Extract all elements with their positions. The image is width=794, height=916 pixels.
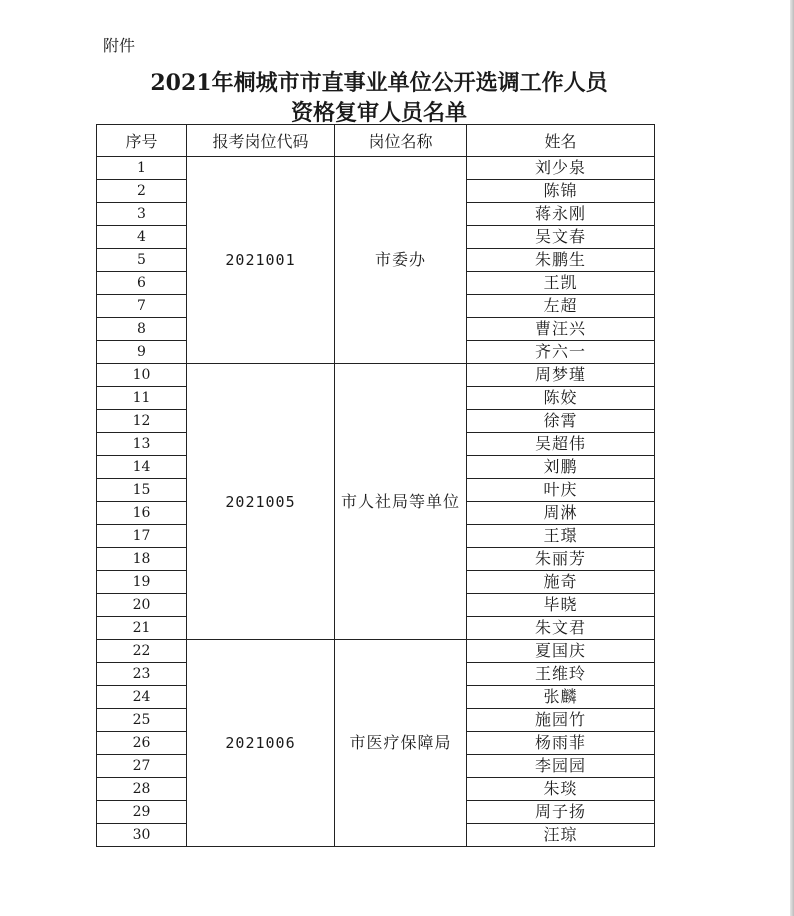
person-name-cell: 朱琰	[467, 778, 655, 801]
roster-body	[97, 157, 655, 847]
seq-cell: 23	[97, 663, 187, 686]
person-name-cell: 王凯	[467, 272, 655, 295]
person-name-cell: 王璟	[467, 525, 655, 548]
attachment-label: 附件	[103, 36, 136, 55]
person-name-cell: 陈姣	[467, 387, 655, 410]
table-header-row	[97, 125, 655, 157]
person-name-cell: 徐霄	[467, 410, 655, 433]
person-name-cell: 汪琼	[467, 824, 655, 847]
post-name-cell: 市委办	[335, 157, 467, 364]
seq-cell: 25	[97, 709, 187, 732]
person-name-cell: 周梦瑾	[467, 364, 655, 387]
seq-cell: 16	[97, 502, 187, 525]
header-person-name: 姓名	[467, 125, 655, 157]
person-name-cell: 施园竹	[467, 709, 655, 732]
roster-table	[96, 124, 655, 847]
person-name-cell: 王维玲	[467, 663, 655, 686]
person-name-cell: 周子扬	[467, 801, 655, 824]
person-name-cell: 陈锦	[467, 180, 655, 203]
seq-cell: 12	[97, 410, 187, 433]
post-code-cell: 2021001	[187, 157, 335, 364]
person-name-cell: 刘少泉	[467, 157, 655, 180]
person-name-cell: 蒋永刚	[467, 203, 655, 226]
document-title-line1: 2021年桐城市市直事业单位公开选调工作人员	[150, 70, 608, 96]
seq-cell: 19	[97, 571, 187, 594]
person-name-cell: 毕晓	[467, 594, 655, 617]
seq-cell: 3	[97, 203, 187, 226]
person-name-cell: 吴文春	[467, 226, 655, 249]
person-name-cell: 周淋	[467, 502, 655, 525]
person-name-cell: 刘鹏	[467, 456, 655, 479]
person-name-cell: 施奇	[467, 571, 655, 594]
seq-cell: 5	[97, 249, 187, 272]
seq-cell: 4	[97, 226, 187, 249]
person-name-cell: 朱丽芳	[467, 548, 655, 571]
seq-cell: 8	[97, 318, 187, 341]
person-name-cell: 叶庆	[467, 479, 655, 502]
header-post-code: 报考岗位代码	[187, 125, 335, 157]
header-post-name: 岗位名称	[335, 125, 467, 157]
seq-cell: 18	[97, 548, 187, 571]
person-name-cell: 夏国庆	[467, 640, 655, 663]
seq-cell: 6	[97, 272, 187, 295]
person-name-cell: 张麟	[467, 686, 655, 709]
person-name-cell: 朱鹏生	[467, 249, 655, 272]
seq-cell: 10	[97, 364, 187, 387]
seq-cell: 28	[97, 778, 187, 801]
person-name-cell: 曹汪兴	[467, 318, 655, 341]
seq-cell: 26	[97, 732, 187, 755]
table-row	[97, 157, 655, 180]
seq-cell: 29	[97, 801, 187, 824]
seq-cell: 24	[97, 686, 187, 709]
seq-cell: 7	[97, 295, 187, 318]
document-title-line2: 资格复审人员名单	[290, 100, 467, 126]
person-name-cell: 齐六一	[467, 341, 655, 364]
seq-cell: 14	[97, 456, 187, 479]
seq-cell: 30	[97, 824, 187, 847]
seq-cell: 22	[97, 640, 187, 663]
person-name-cell: 杨雨菲	[467, 732, 655, 755]
seq-cell: 13	[97, 433, 187, 456]
scan-edge-shadow	[790, 0, 794, 916]
person-name-cell: 朱文君	[467, 617, 655, 640]
seq-cell: 15	[97, 479, 187, 502]
table-row	[97, 640, 655, 663]
post-code-cell: 2021005	[187, 364, 335, 640]
seq-cell: 11	[97, 387, 187, 410]
person-name-cell: 李园园	[467, 755, 655, 778]
person-name-cell: 吴超伟	[467, 433, 655, 456]
post-name-cell: 市人社局等单位	[335, 364, 467, 640]
post-name-cell: 市医疗保障局	[335, 640, 467, 847]
seq-cell: 1	[97, 157, 187, 180]
seq-cell: 9	[97, 341, 187, 364]
seq-cell: 2	[97, 180, 187, 203]
header-seq: 序号	[97, 125, 187, 157]
person-name-cell: 左超	[467, 295, 655, 318]
table-row	[97, 364, 655, 387]
seq-cell: 20	[97, 594, 187, 617]
seq-cell: 17	[97, 525, 187, 548]
seq-cell: 21	[97, 617, 187, 640]
seq-cell: 27	[97, 755, 187, 778]
post-code-cell: 2021006	[187, 640, 335, 847]
